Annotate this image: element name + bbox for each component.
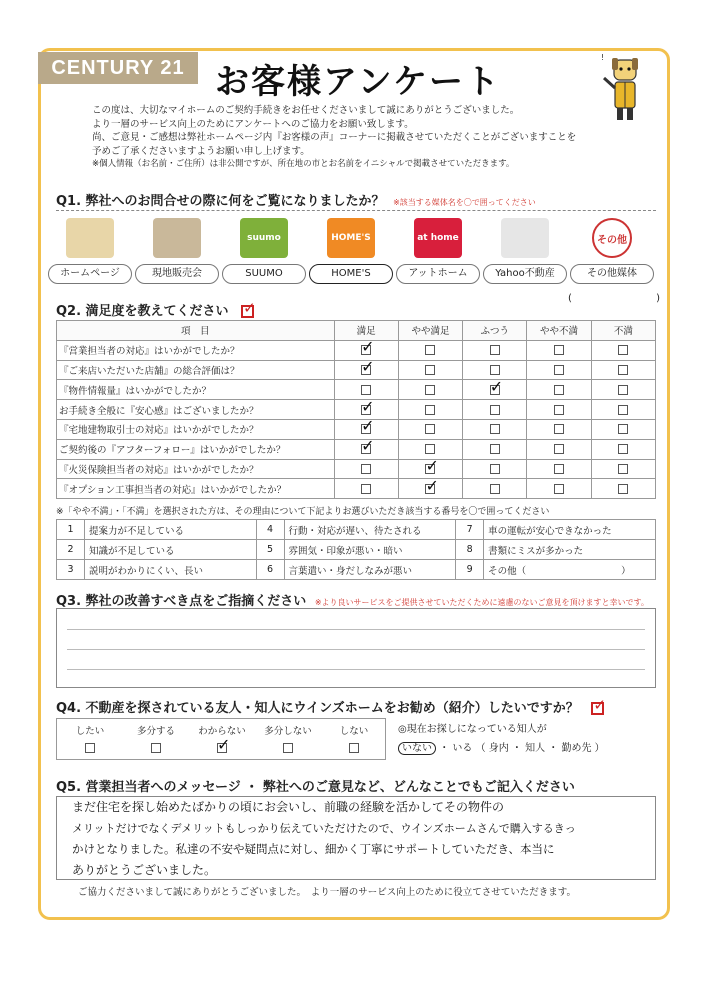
rating-checkbox[interactable] [490,345,500,355]
satisfaction-table [56,320,656,499]
message-line: ありがとうございました。 [72,863,217,877]
house-family-icon [66,218,114,258]
homes-icon: HOME'S [327,218,375,258]
rating-checkbox[interactable] [554,484,564,494]
rating-cell [334,439,398,459]
q3-heading-text: Q3. 弊社の改善すべき点をご指摘ください [56,594,307,609]
rating-checkbox[interactable] [490,424,500,434]
rating-cell [527,380,591,400]
table-row [57,479,656,499]
recommend-checkbox[interactable] [283,743,293,753]
rating-cell [398,479,462,499]
reasons-row [57,560,656,580]
reason-number[interactable]: 5 [256,540,284,560]
rating-cell [334,360,398,380]
improvement-textarea[interactable] [56,608,656,688]
q1-heading [56,190,536,209]
rating-checkbox[interactable] [361,444,371,454]
q3-note: ※より良いサービスをご提供させていただくために遠慮のないご意見を頂けますと幸いです。 [314,598,649,607]
column-header: 満足 [334,321,398,341]
rating-cell [527,459,591,479]
reason-number[interactable]: 8 [456,540,484,560]
rating-checkbox[interactable] [490,385,500,395]
rating-cell [463,459,527,479]
rating-cell [398,400,462,420]
q5-heading [56,776,575,795]
handwritten-message [72,797,656,881]
reason-text: 行動・対応が遅い、待たされる [284,520,456,540]
media-option[interactable] [309,218,393,284]
media-label[interactable]: アットホーム [396,264,480,284]
rating-checkbox[interactable] [425,484,435,494]
rating-cell [591,360,655,380]
acquaint-yes-option[interactable]: ・ いる [439,743,473,754]
table-row [57,380,656,400]
rating-checkbox[interactable] [618,405,628,415]
rating-checkbox[interactable] [425,424,435,434]
message-line: まだ住宅を探し始めたばかりの頃にお会いし、前職の経験を活かしてその物件の [72,800,505,814]
question-label: ご契約後の『アフターフォロー』はいかがでしたか？ [57,439,335,459]
other-media-field[interactable] [568,293,660,304]
rating-cell [398,340,462,360]
rating-checkbox[interactable] [554,385,564,395]
reasons-table [56,519,656,580]
q4-heading [56,697,604,716]
rating-checkbox[interactable] [425,345,435,355]
recommend-option[interactable] [57,723,123,753]
acquaint-question: ◎現在お探しになっている知人が [398,724,547,735]
q5-heading-text: Q5. 営業担当者へのメッセージ ・ 弊社へのご意見など、どんなことでもご記入ください [56,780,575,795]
table-row [57,360,656,380]
rating-checkbox[interactable] [361,484,371,494]
rating-checkbox[interactable] [425,365,435,375]
reason-number[interactable]: 3 [57,560,85,580]
media-label[interactable]: その他媒体 [570,264,654,284]
table-row [57,459,656,479]
century21-logo: CENTURY 21 [38,52,198,84]
q3-heading [56,590,649,609]
reasons-row [57,540,656,560]
q4-heading-text: Q4. 不動産を探されている友人・知人にウインズホームをお勧め（紹介）したいですか？ [56,701,579,716]
media-option[interactable] [48,218,132,284]
rating-checkbox[interactable] [618,444,628,454]
rating-checkbox[interactable] [361,405,371,415]
yahoo-house-icon [501,218,549,258]
mascot-dog-icon [600,52,652,124]
recommend-option[interactable] [321,723,387,753]
rating-cell [591,400,655,420]
rating-checkbox[interactable] [361,365,371,375]
rating-cell [463,419,527,439]
q2-answered-checkbox-icon [241,305,254,318]
column-header: ふつう [463,321,527,341]
rating-cell [463,400,527,420]
media-option[interactable] [570,218,654,284]
recommend-option-label: しない [339,726,369,737]
intro-line: この度は、大切なマイホームのご契約手続きをお任せくださいまして誠にありがとうございました。 [92,105,520,116]
rating-cell [591,459,655,479]
acquaint-none-option[interactable]: いない [398,742,436,755]
media-options [48,218,658,286]
rating-cell [527,360,591,380]
rating-checkbox[interactable] [361,464,371,474]
media-label[interactable]: Yahoo不動産 [483,264,567,284]
recommend-checkbox[interactable] [85,743,95,753]
rating-cell [463,439,527,459]
reason-number[interactable]: 6 [256,560,284,580]
rating-checkbox[interactable] [554,405,564,415]
rating-cell [591,479,655,499]
column-header: やや不満 [527,321,591,341]
table-row [57,439,656,459]
rating-checkbox[interactable] [554,345,564,355]
writing-line [67,649,645,650]
table-row [57,419,656,439]
column-header: やや満足 [398,321,462,341]
house-people-icon [153,218,201,258]
rating-checkbox[interactable] [554,365,564,375]
q1-heading-text: Q1. 弊社へのお問合せの際に何をご覧になりましたか？ [56,194,385,209]
reason-text: 説明がわかりにくい、長い [84,560,256,580]
reason-text: 雰囲気・印象が悪い・暗い [284,540,456,560]
column-header: 不満 [591,321,655,341]
rating-cell [527,340,591,360]
recommend-option[interactable] [255,723,321,753]
rating-checkbox[interactable] [554,424,564,434]
rating-cell [591,439,655,459]
other-circle-icon: その他 [592,218,632,258]
recommend-option-label: わからない [198,726,246,737]
athome-icon: at home [414,218,462,258]
divider [56,210,656,211]
rating-cell [334,459,398,479]
reason-text: 書類にミスが多かった [484,540,656,560]
rating-checkbox[interactable] [490,464,500,474]
rating-cell [591,340,655,360]
rating-cell [591,419,655,439]
media-option[interactable] [483,218,567,284]
column-header: 項 目 [57,321,335,341]
rating-cell [527,479,591,499]
question-label: 『火災保険担当者の対応』はいかがでしたか？ [57,459,335,479]
question-label: 『宅地建物取引士の対応』はいかがでしたか？ [57,419,335,439]
rating-checkbox[interactable] [618,464,628,474]
rating-checkbox[interactable] [618,345,628,355]
intro-text [92,104,576,172]
rating-cell [463,380,527,400]
paren-open: ( [568,293,572,304]
rating-cell [463,340,527,360]
recommend-checkbox[interactable] [151,743,161,753]
rating-cell [334,479,398,499]
rating-cell [398,360,462,380]
rating-checkbox[interactable] [425,385,435,395]
writing-line [67,669,645,670]
question-label: 『物件情報量』はいかがでしたか？ [57,380,335,400]
paren-close: ) [656,293,660,304]
reason-number[interactable]: 7 [456,520,484,540]
reason-number[interactable]: 9 [456,560,484,580]
recommend-option[interactable] [189,723,255,753]
message-line: かけとなりました。私達の不安や疑問点に対し、細かく丁寧にサポートしていただき、本当に [72,842,555,856]
media-label[interactable]: HOME'S [309,264,393,284]
rating-cell [527,419,591,439]
rating-checkbox[interactable] [490,405,500,415]
rating-checkbox[interactable] [618,484,628,494]
message-line: メリットだけでなくデメリットもしっかり伝えていただけたので、ウインズホームさんで購入するきっ [72,822,576,835]
q4-answered-checkbox-icon [591,702,604,715]
recommend-checkbox[interactable] [217,743,227,753]
rating-checkbox[interactable] [490,484,500,494]
media-label[interactable]: 現地販売会 [135,264,219,284]
media-option[interactable] [135,218,219,284]
question-label: お手続き全般に『安心感』はございましたか？ [57,400,335,420]
reason-number[interactable]: 4 [256,520,284,540]
media-option[interactable] [222,218,306,284]
acquaint-answer [398,739,605,754]
reasons-note: ※「やや不満」・「不満」を選択された方は、その理由について下記よりお選びいただき該当する番号を〇で囲ってください [56,507,550,517]
rating-checkbox[interactable] [618,365,628,375]
intro-line: 予めご了承くださいますようお願い申し上げます。 [92,145,310,157]
rating-cell [591,380,655,400]
rating-cell [463,479,527,499]
reason-number[interactable]: 1 [57,520,85,540]
table-row [57,400,656,420]
rating-checkbox[interactable] [425,464,435,474]
rating-cell [527,400,591,420]
recommend-options [56,718,386,760]
table-row [57,340,656,360]
suumo-icon: suumo [240,218,288,258]
question-label: 『営業担当者の対応』はいかがでしたか？ [57,340,335,360]
reasons-row [57,520,656,540]
recommend-option-label: 多分する [136,726,175,737]
question-label: 『ご来店いただいた店舗』の総合評価は？ [57,360,335,380]
recommend-option-label: したい [75,726,105,737]
rating-cell [527,439,591,459]
rating-checkbox[interactable] [554,464,564,474]
q2-heading [56,300,254,319]
q2-heading-text: Q2. 満足度を教えてください [56,304,229,319]
acquaint-detail-options[interactable]: （ 身内 ・ 知人 ・ 勤め先 ） [475,743,605,754]
question-label: 『オプション工事担当者の対応』はいかがでしたか？ [57,479,335,499]
svg-text:!: ! [601,53,605,62]
reason-text: 車の運転が安心できなかった [484,520,656,540]
rating-checkbox[interactable] [490,365,500,375]
reason-text: 提案力が不足している [84,520,256,540]
rating-checkbox[interactable] [425,405,435,415]
rating-checkbox[interactable] [425,444,435,454]
rating-checkbox[interactable] [361,385,371,395]
recommend-option[interactable] [123,723,189,753]
reason-text: 知識が不足している [84,540,256,560]
media-label[interactable]: ホームページ [48,264,132,284]
privacy-note: ※個人情報（お名前・ご住所）は非公開ですが、所在地の市とお名前をイニシャルで掲載させていただきます。 [92,159,515,169]
rating-checkbox[interactable] [618,385,628,395]
closing-text: ご協力くださいまして誠にありがとうございました。 より一層のサービス向上のために役立てさせていただきます。 [78,887,576,898]
media-option[interactable] [396,218,480,284]
rating-cell [398,419,462,439]
page-title: お客様アンケート [215,62,501,102]
rating-checkbox[interactable] [554,444,564,454]
reason-text: 言葉遣い・身だしなみが悪い [284,560,456,580]
rating-checkbox[interactable] [361,424,371,434]
rating-checkbox[interactable] [361,345,371,355]
intro-line: より一層のサービス向上のためにアンケートへのご協力をお願い致します。 [92,118,414,130]
reason-text: その他（ ） [484,560,656,580]
reason-number[interactable]: 2 [57,540,85,560]
recommend-option-label: 多分しない [264,726,312,737]
q1-note: ※該当する媒体名を〇で囲ってください [393,198,536,207]
rating-checkbox[interactable] [490,444,500,454]
recommend-checkbox[interactable] [349,743,359,753]
writing-line [67,629,645,630]
media-label[interactable]: SUUMO [222,264,306,284]
rating-checkbox[interactable] [618,424,628,434]
intro-line: 尚、ご意見・ご感想は弊社ホームページ内『お客様の声』コーナーに掲載させていただくことがございますことを [92,132,577,143]
rating-cell [398,380,462,400]
